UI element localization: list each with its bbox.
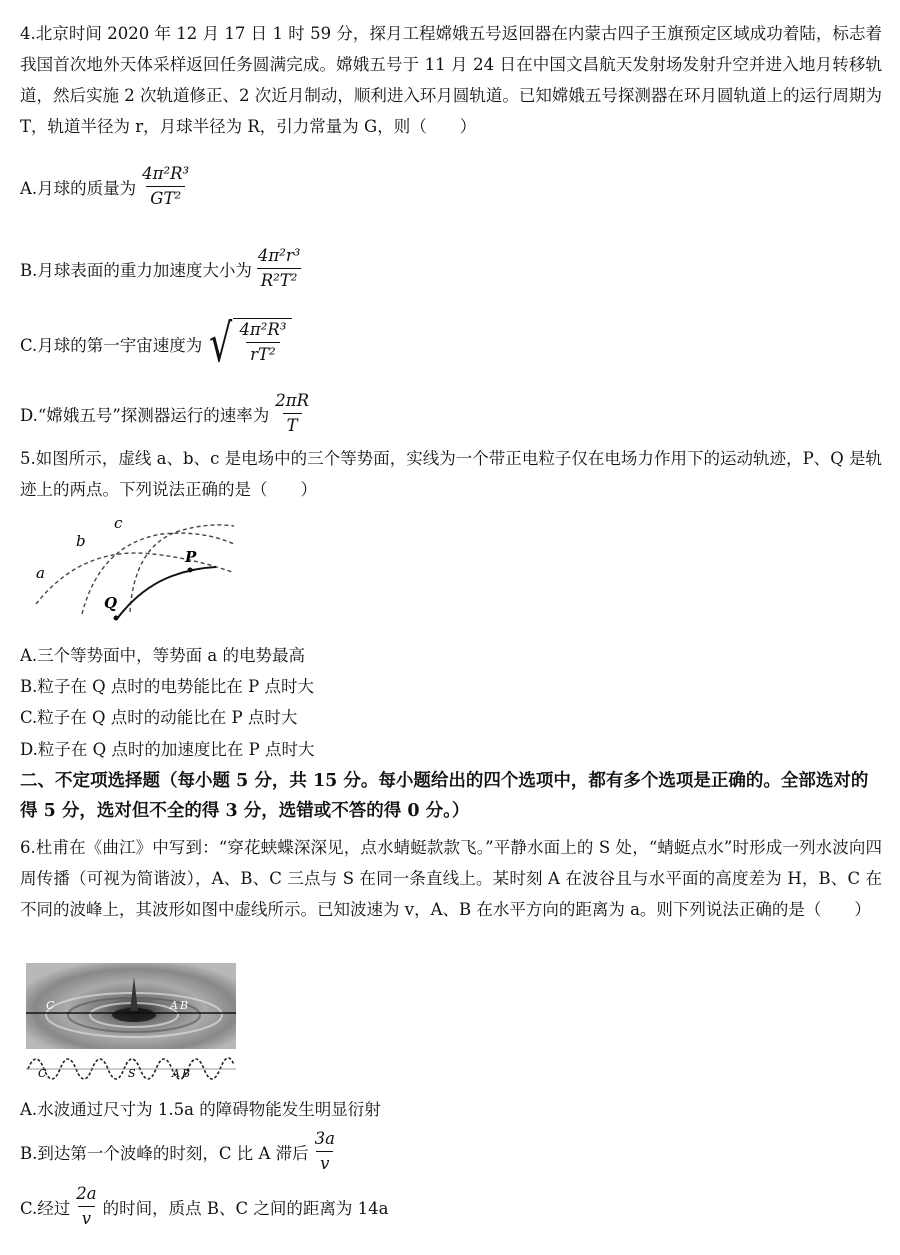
q4-option-c[interactable] <box>20 314 292 374</box>
label-c: c <box>114 514 123 532</box>
q4-option-a[interactable] <box>20 163 195 210</box>
q6-stem: 6.杜甫在《曲江》中写到：“穿花蛱蝶深深见，点水蜻蜓款款飞。”平静水面上的 S 处，“蜻蜓点水”时形成一列水波向四周传播（可视为简谐波），A、B、C 三点与 S 在同一条直线上。某时刻 A 在波谷且与水平面的高度差为 H，B、C 在不同的波峰上，其波形如图中虚线所示。已知波速为 v，A、B 在水平方向的距离为 a。则下列说法正确的是（ ） <box>20 838 882 919</box>
point-p-dot <box>188 568 193 573</box>
q4-option-d-label: D.“嫦娥五号”探测器运行的速率为 <box>20 405 270 425</box>
q4-stem: 4.北京时间 2020 年 12 月 17 日 1 时 59 分，探月工程嫦娥五号返回器在内蒙古四子王旗预定区域成功着陆，标志着我国首次地外天体采样返回任务圆满完成。嫦娥五号于 11 月 24 日在中国文昌航天发射场发射升空并进入地月转移轨道，然后实施 2 次轨道修正、2 次近月制动，顺利进入环月圆轨道。已知嫦娥五号探测器在环月圆轨道上的运行周期为 T，轨道半径为 r，月球半径为 R，引力常量为 G，则（ ） <box>20 24 882 136</box>
wave-label-c: C <box>38 1067 47 1080</box>
q4-option-b[interactable] <box>20 245 306 292</box>
label-b: b <box>76 532 86 550</box>
q6-option-c[interactable] <box>20 1183 388 1230</box>
particle-trajectory <box>116 567 216 620</box>
q5-option-a[interactable]: A.三个等势面中，等势面 a 的电势最高 <box>20 646 305 665</box>
q6-option-b-label: B.到达第一个波峰的时刻，C 比 A 滞后 <box>20 1143 309 1163</box>
label-a: a <box>36 564 45 582</box>
q4-option-d[interactable] <box>20 390 315 437</box>
q4-option-c-formula: √ $\frac{\text{4π²R³}}{\text{rT²}}$ <box>204 318 292 370</box>
q4-option-d-formula: $\frac{2\pi R}{T}$ <box>275 391 310 435</box>
q5-field-figure <box>22 512 240 632</box>
q6-option-b[interactable] <box>20 1128 341 1175</box>
q5-option-c[interactable]: C.粒子在 Q 点时的动能比在 P 点时大 <box>20 708 298 727</box>
equipotential-a <box>36 553 232 604</box>
q6-option-a[interactable]: A.水波通过尺寸为 1.5a 的障碍物能发生明显衍射 <box>20 1100 381 1119</box>
q6-option-c-label-post: 的时间，质点 B、C 之间的距离为 14a <box>102 1198 389 1218</box>
q4-option-c-label: C.月球的第一宇宙速度为 <box>20 336 203 355</box>
q6-option-c-label-pre: C.经过 <box>20 1198 71 1218</box>
wave-label-s: S <box>128 1067 136 1080</box>
point-q-dot <box>114 616 119 621</box>
q5-option-b[interactable]: B.粒子在 Q 点时的电势能比在 P 点时大 <box>20 677 314 696</box>
section-2-title: 二、不定项选择题（每小题 5 分，共 15 分。每小题给出的四个选项中，都有多个选项是正确的。全部选对的得 5 分，选对但不全的得 3 分，选错或不答的得 0 分。） <box>20 771 869 821</box>
label-q: Q <box>104 594 118 612</box>
q4-option-b-label: B.月球表面的重力加速度大小为 <box>20 260 252 280</box>
q4-option-b-formula: $\frac{\text{4π²r³}}{\text{R²T²}}$ <box>257 246 301 290</box>
photo-label-b: B <box>180 999 189 1012</box>
q5-option-d[interactable]: D.粒子在 Q 点时的加速度比在 P 点时大 <box>20 740 315 759</box>
q6-wave-figure <box>26 963 236 1087</box>
q6-option-b-formula: $\frac{3a}{v}$ <box>314 1129 335 1173</box>
sqrt-icon: √ <box>209 314 233 374</box>
q6-option-c-formula: $\frac{2a}{v}$ <box>76 1184 97 1228</box>
photo-label-c: C <box>46 999 55 1012</box>
q4-option-a-formula: $\frac{\text{4π²R³}}{\text{GT²}}$ <box>142 164 190 208</box>
wave-label-b: B <box>182 1067 191 1080</box>
label-p: P <box>185 548 197 566</box>
q4-option-a-label: A.月球的质量为 <box>20 178 137 198</box>
photo-label-a: A <box>170 999 178 1012</box>
wave-label-a: A <box>172 1067 180 1080</box>
q5-stem: 5.如图所示，虚线 a、b、c 是电场中的三个等势面，实线为一个带正电粒子仅在电场力作用下的运动轨迹，P、Q 是轨迹上的两点。下列说法正确的是（ ） <box>20 449 882 499</box>
